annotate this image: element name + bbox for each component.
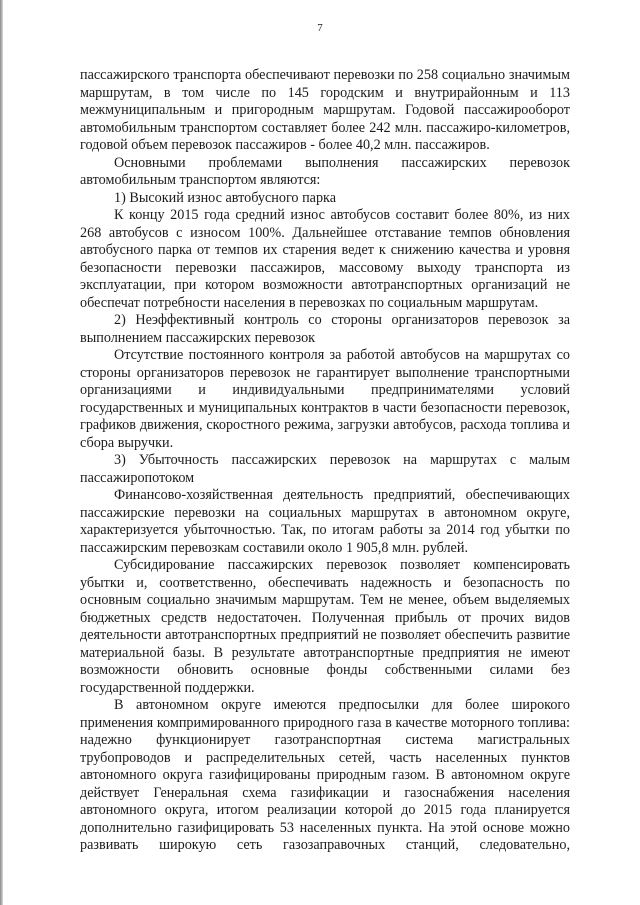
problem-heading-1: 1) Высокий износ автобусного парка <box>114 189 337 206</box>
scan-edge <box>0 0 3 905</box>
page-number: 7 <box>317 22 323 34</box>
document-body <box>80 67 570 855</box>
problem-heading-3: 3) Убыточность пассажирских перевозок на маршрутах с малым пассажиропотоком <box>80 452 570 486</box>
paragraph-8: Финансово-хозяйственная деятельность предприятий, обеспечивающих пассажирские перевозки на социальных маршрутах в автономном округе, характеризуется убыточностью. Так, по итогам работы за 2014 год убытки по пассажирским перевозкам составили около 1 905,8 млн. рублей. <box>80 487 570 556</box>
paragraph-1: пассажирского транспорта обеспечивают перевозки по 258 социально значимым маршрутам, в том числе по 145 городским и внутрирайонным и 113 межмуниципальным и пригородным маршрутам. Годовой пассажирооборот автомобильным транспортом составляет более 242 млн. пассажиро-километров, годовой объем перевозок пассажиров - более 40,2 млн. пассажиров. <box>80 67 570 153</box>
paragraph-4: К концу 2015 года средний износ автобусов составит более 80%, из них 268 автобусов с износом 100%. Дальнейшее отставание темпов обновления автобусного парка от темпов их старения ведет к снижению качества и уровня безопасности перевозки пассажиров, массовому выходу транспорта из эксплуатации, при котором возможности автотранспортных организаций не обеспечат потребности населения в перевозках по социальным маршрутам. <box>80 207 570 311</box>
paragraph-9: Субсидирование пассажирских перевозок позволяет компенсировать убытки и, соответственно, обеспечивать надежность и безопасность по основным социально значимым маршрутам. Тем не менее, объем выделяемых бюджетных средств недостаточен. Полученная прибыль от прочих видов деятельности автотранспортных предприятий не позволяет обеспечить развитие материальной базы. В результате автотранспортные предприятия не имеют возможности обновить основные фонды собственными силами без государственной поддержки. <box>80 557 570 696</box>
paragraph-10: В автономном округе имеются предпосылки для более широкого применения компримированного природного газа в качестве моторного топлива: надежно функционирует газотранспортная система магистральных трубопроводов и распределительных сетей, часть населенных пунктов автономного округа газифицированы природным газом. В автономном округе действует Генеральная схема газификации и газоснабжения населения автономного округа, итогом реализации которой до 2015 года планируется дополнительно газифицировать 53 населенных пункта. На этой основе можно развивать широкую сеть газозаправочных станций, следовательно, <box>80 697 570 853</box>
paragraph-2: Основными проблемами выполнения пассажирских перевозок автомобильным транспортом являются: <box>80 154 570 188</box>
paragraph-6: Отсутствие постоянного контроля за работой автобусов на маршрутах со стороны организаторов перевозок не гарантирует выполнение транспортными организациями и индивидуальными предпринимателями условий государственных и муниципальных контрактов в части безопасности перевозок, графиков движения, скоростного режима, загрузки автобусов, расхода топлива и сбора выручки. <box>80 347 570 451</box>
problem-heading-2: 2) Неэффективный контроль со стороны организаторов перевозок за выполнением пассажирских перевозок <box>80 312 570 346</box>
